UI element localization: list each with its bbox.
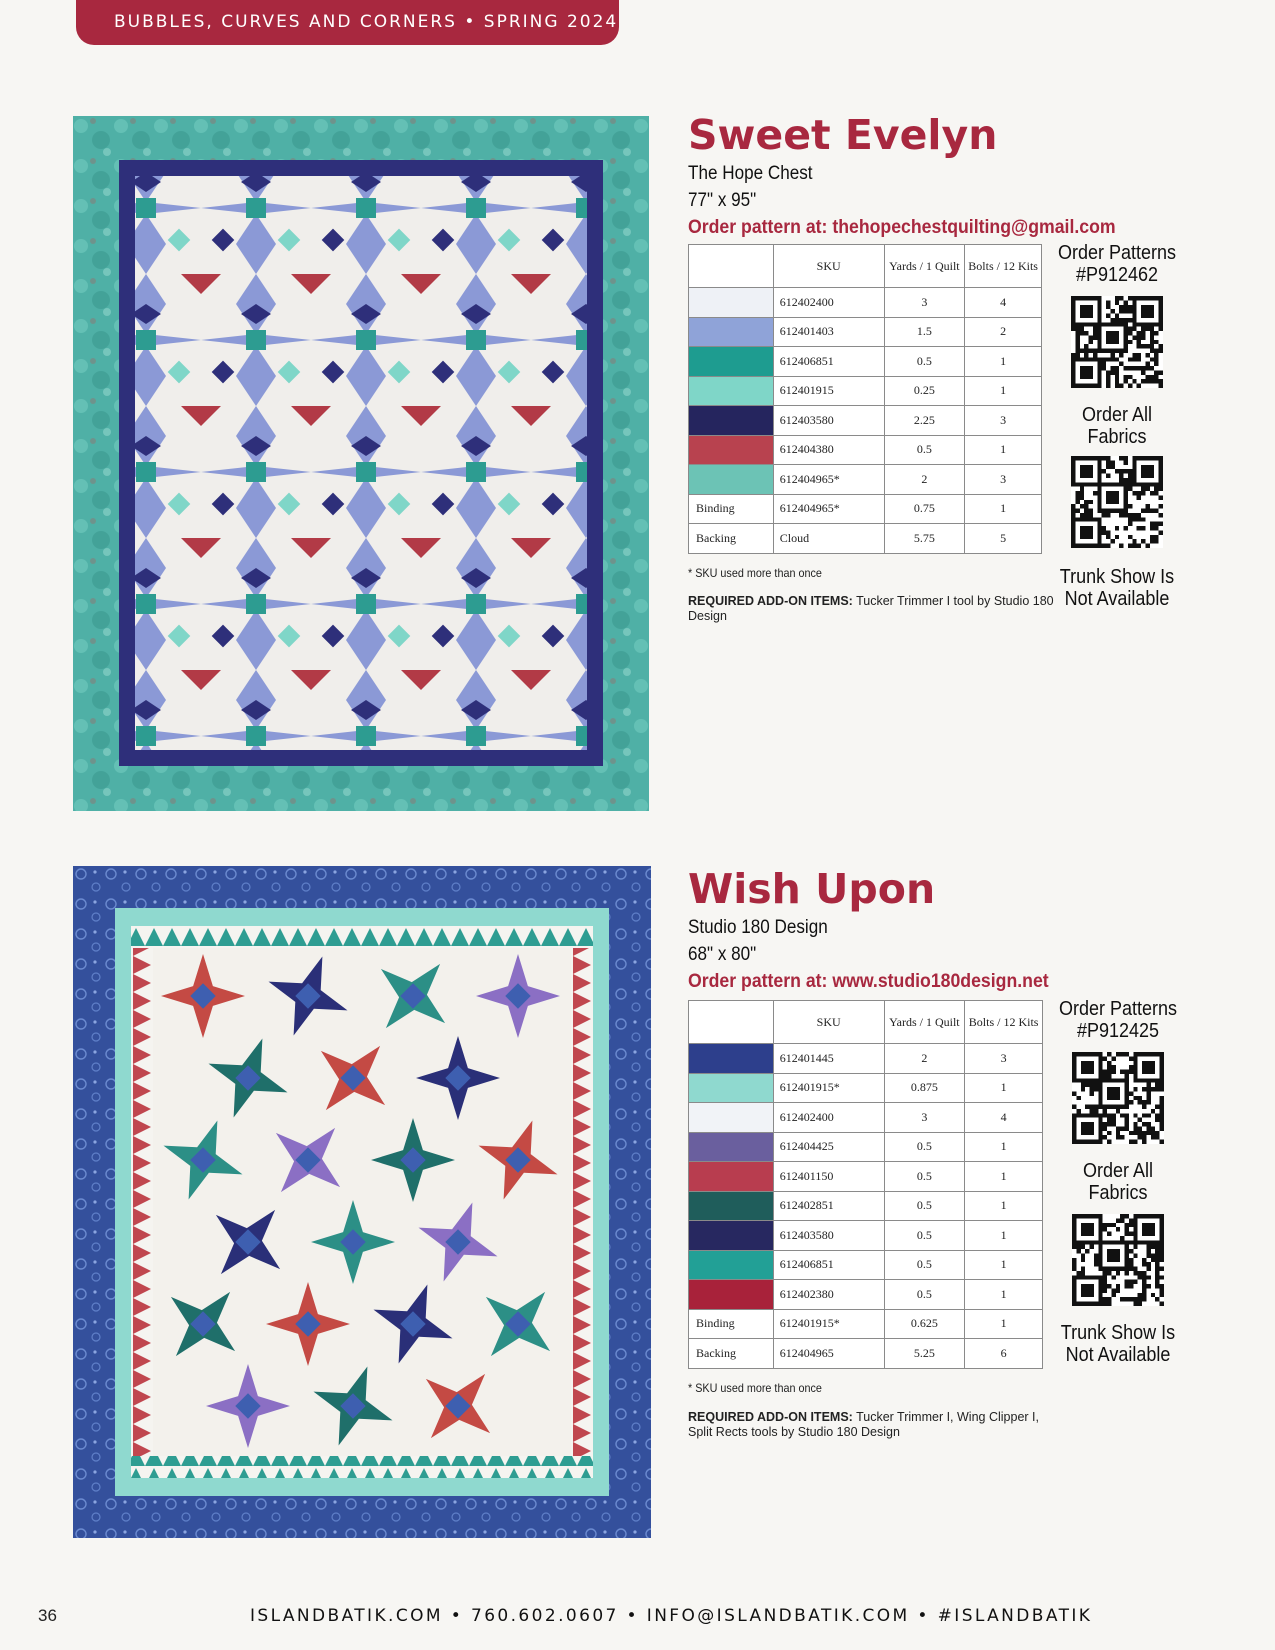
yards-cell: 5.25 <box>884 1339 965 1369</box>
yards-cell: 1.5 <box>884 317 965 347</box>
yards-cell: 0.5 <box>884 1280 965 1310</box>
bolts-cell: 1 <box>965 1309 1043 1339</box>
wish-upon-fabric-table <box>688 1000 1043 1369</box>
fabric-row <box>689 1103 1043 1133</box>
bolts-cell: 4 <box>965 288 1042 318</box>
sku-header: SKU <box>773 1001 884 1044</box>
sku-cell: 612402851 <box>773 1191 884 1221</box>
quilt-size: 68" x 80" <box>688 944 757 965</box>
catalog-title: BUBBLES, CURVES AND CORNERS • SPRING 2024 <box>114 12 619 32</box>
sku-cell: 612401445 <box>773 1044 884 1074</box>
trunk-show-label: Trunk Show Is Not Available <box>1059 566 1175 610</box>
quilt-designer: Studio 180 Design <box>688 917 828 938</box>
fabric-row <box>689 406 1042 436</box>
bolts-cell: 1 <box>965 1162 1043 1192</box>
fabric-row <box>689 1044 1043 1074</box>
bolts-cell: 1 <box>965 1073 1043 1103</box>
order-fabrics-label: Order All Fabrics <box>1082 1160 1154 1204</box>
yards-header: Yards / 1 Quilt <box>884 245 965 288</box>
sku-cell: 612404965* <box>773 465 884 495</box>
sku-cell: 612402400 <box>773 1103 884 1133</box>
quilt-size: 77" x 95" <box>688 190 757 211</box>
addon-text: Tucker Trimmer I tool by Studio 180 Design <box>688 594 1054 623</box>
order-pattern-link[interactable]: Order pattern at: thehopechestquilting@gmail.com <box>688 217 1116 238</box>
sku-footnote: * SKU used more than once <box>688 566 822 580</box>
fabric-row <box>689 465 1042 495</box>
order-patterns-label: Order Patterns #P912462 <box>1050 242 1185 286</box>
fabric-swatch <box>689 1044 774 1074</box>
sku-cell: 612404965* <box>773 494 884 524</box>
yards-cell: 0.5 <box>884 1162 965 1192</box>
bolts-cell: 6 <box>965 1339 1043 1369</box>
yards-cell: 0.25 <box>884 376 965 406</box>
fabric-row <box>689 1339 1043 1369</box>
sku-cell: 612404380 <box>773 435 884 465</box>
fabric-swatch <box>689 1221 774 1251</box>
quilt-title: Sweet Evelyn <box>688 111 998 159</box>
bolts-cell: 1 <box>965 1132 1043 1162</box>
bolts-cell: 5 <box>965 524 1042 554</box>
fabric-row <box>689 1191 1043 1221</box>
bolts-cell: 1 <box>965 1191 1043 1221</box>
fabric-row <box>689 1280 1043 1310</box>
fabric-row <box>689 317 1042 347</box>
sweet-evelyn-quilt-image <box>73 116 649 811</box>
fabric-row <box>689 1132 1043 1162</box>
sku-cell: 612402380 <box>773 1280 884 1310</box>
fabric-row <box>689 347 1042 377</box>
sku-header: SKU <box>773 245 884 288</box>
fabric-swatch <box>689 1103 774 1133</box>
fabric-swatch <box>689 1073 774 1103</box>
sku-cell: 612406851 <box>773 1250 884 1280</box>
fabric-swatch <box>689 288 774 318</box>
page-number: 36 <box>38 1606 57 1625</box>
yards-cell: 0.5 <box>884 1250 965 1280</box>
order-patterns-qr-icon[interactable] <box>1071 296 1163 388</box>
yards-cell: 0.5 <box>884 1191 965 1221</box>
fabric-swatch <box>689 376 774 406</box>
fabric-row <box>689 288 1042 318</box>
sku-cell: Cloud <box>773 524 884 554</box>
order-pattern-link[interactable]: Order pattern at: www.studio180design.net <box>688 971 1049 992</box>
bolts-header: Bolts / 12 Kits <box>965 245 1042 288</box>
fabric-row <box>689 1250 1043 1280</box>
sku-cell: 612404425 <box>773 1132 884 1162</box>
sweet-evelyn-fabric-table <box>688 244 1042 554</box>
wish-upon-quilt-image <box>73 866 651 1538</box>
bolts-cell: 1 <box>965 435 1042 465</box>
sku-footnote: * SKU used more than once <box>688 1381 822 1395</box>
fabric-row <box>689 1309 1043 1339</box>
addon-label: REQUIRED ADD-ON ITEMS: <box>688 594 853 608</box>
row-label: Binding <box>689 1309 774 1339</box>
bolts-cell: 1 <box>965 1221 1043 1251</box>
row-label: Backing <box>689 1339 774 1369</box>
swatch-header <box>689 245 774 288</box>
fabric-swatch <box>689 317 774 347</box>
fabric-swatch <box>689 435 774 465</box>
addon-label: REQUIRED ADD-ON ITEMS: <box>688 1410 853 1424</box>
bolts-cell: 2 <box>965 317 1042 347</box>
fabric-row <box>689 494 1042 524</box>
fabric-swatch <box>689 1250 774 1280</box>
order-patterns-qr-icon[interactable] <box>1072 1052 1164 1144</box>
fabric-row <box>689 1221 1043 1251</box>
fabric-swatch <box>689 465 774 495</box>
sku-cell: 612401150 <box>773 1162 884 1192</box>
order-fabrics-label: Order All Fabrics <box>1081 404 1153 448</box>
sku-cell: 612403580 <box>773 1221 884 1251</box>
fabric-swatch <box>689 347 774 377</box>
fabric-row <box>689 435 1042 465</box>
bolts-cell: 3 <box>965 406 1042 436</box>
fabric-swatch <box>689 1191 774 1221</box>
bolts-header: Bolts / 12 Kits <box>965 1001 1043 1044</box>
bolts-cell: 1 <box>965 376 1042 406</box>
pattern-number: #P912425 <box>1076 1020 1160 1042</box>
sku-cell: 612403580 <box>773 406 884 436</box>
yards-header: Yards / 1 Quilt <box>884 1001 965 1044</box>
yards-cell: 0.5 <box>884 1221 965 1251</box>
yards-cell: 0.5 <box>884 347 965 377</box>
yards-cell: 0.625 <box>884 1309 965 1339</box>
fabric-row <box>689 524 1042 554</box>
fabric-row <box>689 376 1042 406</box>
fabric-swatch <box>689 1132 774 1162</box>
fabric-swatch <box>689 1280 774 1310</box>
addon-text: Tucker Trimmer I, Wing Clipper I, Split Rects tools by Studio 180 Design <box>688 1410 1039 1439</box>
fabric-swatch <box>689 406 774 436</box>
required-addon-items <box>688 1410 1058 1440</box>
yards-cell: 0.75 <box>884 494 965 524</box>
fabric-swatch <box>689 1162 774 1192</box>
yards-cell: 2.25 <box>884 406 965 436</box>
row-label: Binding <box>689 494 774 524</box>
bolts-cell: 1 <box>965 1280 1043 1310</box>
swatch-header <box>689 1001 774 1044</box>
wish-upon-info <box>688 864 1248 996</box>
bolts-cell: 3 <box>965 465 1042 495</box>
sku-cell: 612401915 <box>773 376 884 406</box>
page-footer <box>0 1606 1275 1636</box>
sku-cell: 612404965 <box>773 1339 884 1369</box>
fabric-row <box>689 1162 1043 1192</box>
order-fabrics-qr-icon[interactable] <box>1071 456 1163 548</box>
quilt-title: Wish Upon <box>688 865 936 913</box>
row-label: Backing <box>689 524 774 554</box>
yards-cell: 0.5 <box>884 435 965 465</box>
sku-cell: 612401915* <box>773 1309 884 1339</box>
footer-contact: ISLANDBATIK.COM • 760.602.0607 • INFO@ISLANDBATIK.COM • #ISLANDBATIK <box>250 1606 1093 1626</box>
sku-cell: 612406851 <box>773 347 884 377</box>
yards-cell: 0.875 <box>884 1073 965 1103</box>
bolts-cell: 4 <box>965 1103 1043 1133</box>
trunk-show-label: Trunk Show Is Not Available <box>1060 1322 1176 1366</box>
sku-cell: 612401915* <box>773 1073 884 1103</box>
bolts-cell: 3 <box>965 1044 1043 1074</box>
yards-cell: 2 <box>884 1044 965 1074</box>
yards-cell: 3 <box>884 1103 965 1133</box>
fabric-row <box>689 1073 1043 1103</box>
yards-cell: 0.5 <box>884 1132 965 1162</box>
bolts-cell: 1 <box>965 347 1042 377</box>
sweet-evelyn-info <box>688 110 1248 242</box>
yards-cell: 3 <box>884 288 965 318</box>
yards-cell: 5.75 <box>884 524 965 554</box>
order-patterns-label: Order Patterns #P912425 <box>1051 998 1186 1042</box>
sku-cell: 612402400 <box>773 288 884 318</box>
order-fabrics-qr-icon[interactable] <box>1072 1214 1164 1306</box>
pattern-number: #P912462 <box>1075 264 1159 286</box>
catalog-header-tab <box>76 0 619 45</box>
required-addon-items <box>688 594 1058 624</box>
sku-cell: 612401403 <box>773 317 884 347</box>
bolts-cell: 1 <box>965 1250 1043 1280</box>
yards-cell: 2 <box>884 465 965 495</box>
quilt-designer: The Hope Chest <box>688 163 813 184</box>
bolts-cell: 1 <box>965 494 1042 524</box>
